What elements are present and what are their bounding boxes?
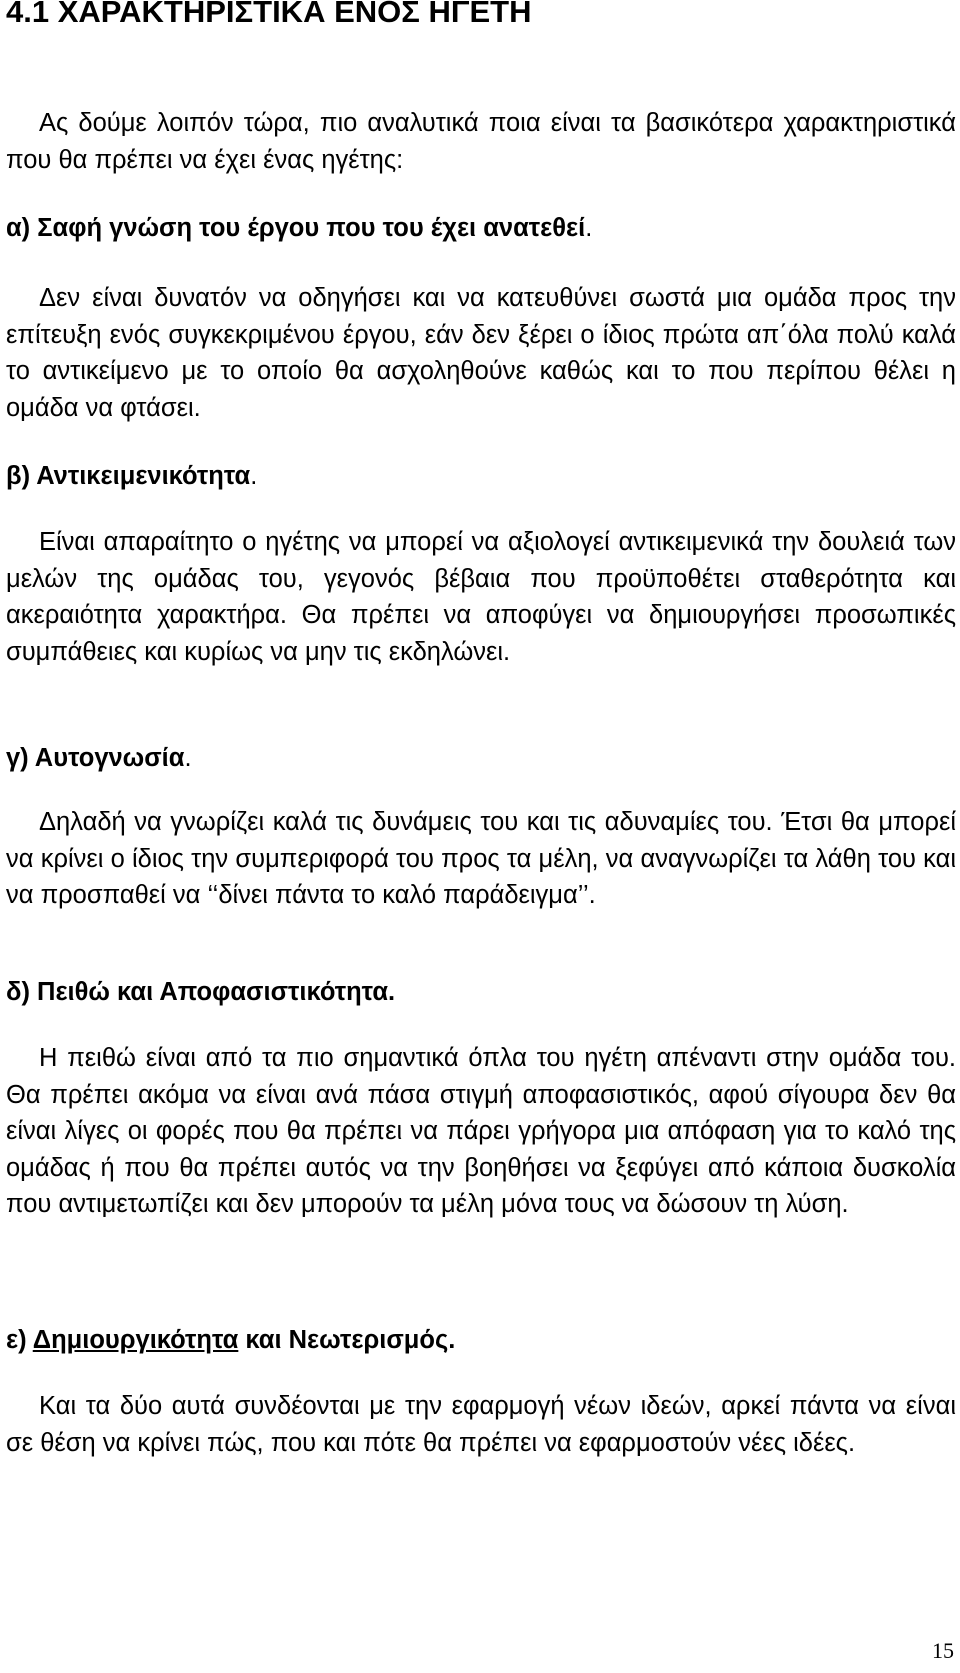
paragraph-b: Είναι απαραίτητο ο ηγέτης να μπορεί να αξιολογεί αντικειμενικά την δουλειά των μελών της ομάδας του, γεγονός βέβαια που προϋποθέτει σταθερότητα και ακεραιότητα χαρακτήρα. Θα πρέπει να αποφύγει να δημιουργήσει προσωπικές συμπάθειες και κυρίως να μην τις εκδηλώνει. [6, 528, 956, 666]
heading-c-mark: . [184, 744, 192, 772]
section-title: 4.1 ΧΑΡΑΚΤΗΡΙΣΤΙΚΑ ΕΝΟΣ ΗΓΕΤΗ [6, 0, 532, 29]
heading-e-underlined: Δημιουργικότητα [32, 1326, 239, 1354]
heading-a-mark: . [585, 214, 593, 242]
heading-a [6, 210, 592, 246]
heading-b [6, 458, 257, 494]
heading-e-suffix: και Νεωτερισμός. [238, 1326, 456, 1354]
paragraph-e: Και τα δύο αυτά συνδέονται με την εφαρμογή νέων ιδεών, αρκεί πάντα να είναι σε θέση να κρίνει πώς, που και πότε θα πρέπει να εφαρμοστούν νέες ιδέες. [6, 1392, 956, 1457]
paragraph-a: Δεν είναι δυνατόν να οδηγήσει και να κατευθύνει σωστά μια ομάδα προς την επίτευξη ενός συγκεκριμένου έργου, εάν δεν ξέρει ο ίδιος πρώτα απ΄όλα πολύ καλά το αντικείμενο με το οποίο θα ασχοληθούνε καθώς και το που περίπου θέλει η ομάδα να φτάσει. [6, 284, 956, 422]
heading-c-text: γ) Αυτογνωσία [6, 744, 185, 772]
heading-d: δ) Πειθώ και Αποφασιστικότητα. [6, 978, 396, 1006]
heading-b-text: β) Αντικειμενικότητα [6, 462, 251, 490]
heading-e-prefix: ε) [6, 1326, 33, 1354]
heading-b-mark: . [250, 462, 258, 490]
heading-e [6, 1322, 455, 1358]
heading-c [6, 740, 192, 776]
paragraph-c: Δηλαδή να γνωρίζει καλά τις δυνάμεις του και τις αδυναμίες του. Έτσι θα μπορεί να κρίνει ο ίδιος την συμπεριφορά του προς τα μέλη, να αναγνωρίζει τα λάθη του και να προσπαθεί να ‘‘δίνει πάντα το καλό παράδειγμα’’. [6, 808, 956, 910]
intro-paragraph: Ας δούμε λοιπόν τώρα, πιο αναλυτικά ποια είναι τα βασικότερα χαρακτηριστικά που θα πρέπει να έχει ένας ηγέτης: [6, 109, 956, 174]
paragraph-d: Η πειθώ είναι από τα πιο σημαντικά όπλα του ηγέτη απέναντι στην ομάδα του. Θα πρέπει ακόμα να είναι ανά πάσα στιγμή αποφασιστικός, αφού σίγουρα δεν θα είναι λίγες οι φορές που θα πρέπει να πάρει γρήγορα μια απόφαση για το καλό της ομάδας ή που θα πρέπει αυτός να την βοηθήσει να ξεφύγει από κάποια δυσκολία που αντιμετωπίζει και δεν μπορούν τα μέλη μόνα τους να δώσουν τη λύση. [6, 1044, 956, 1219]
heading-a-text: α) Σαφή γνώση του έργου που του έχει ανατεθεί [6, 214, 586, 242]
page-number: 15 [932, 1638, 954, 1663]
